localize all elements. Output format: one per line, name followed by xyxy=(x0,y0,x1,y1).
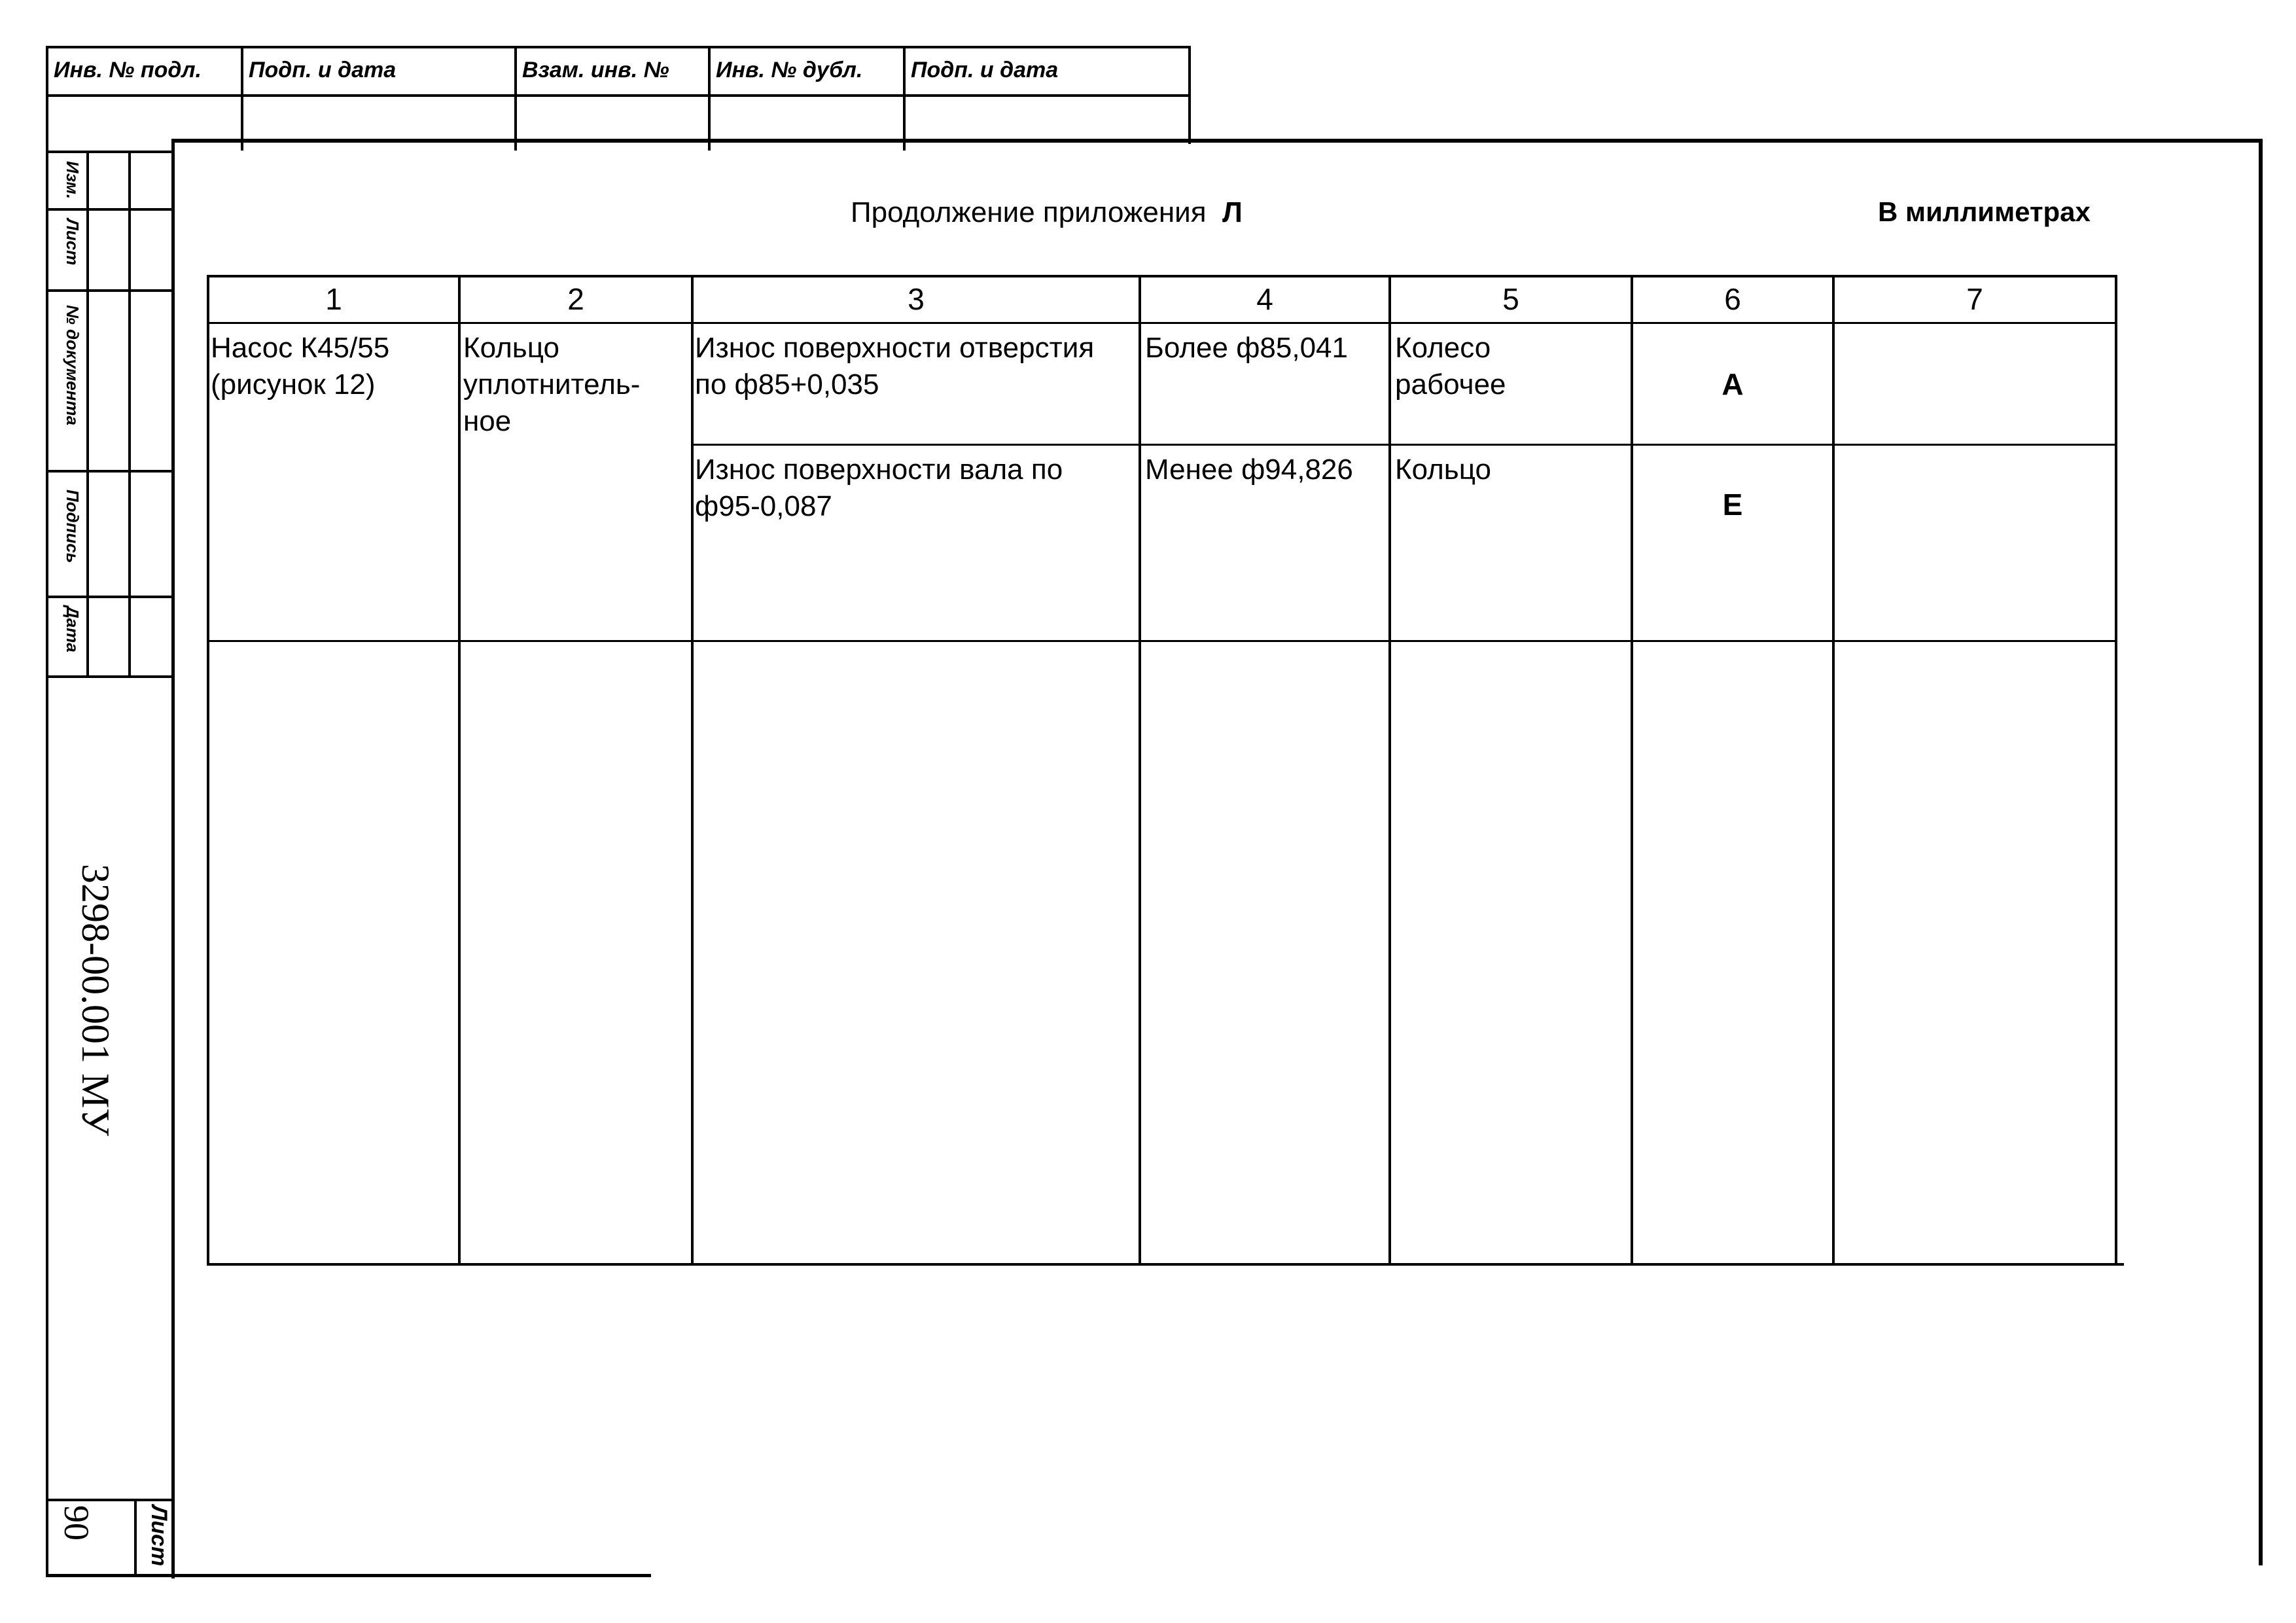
stamp-label-podp-data-2: Подп. и дата xyxy=(911,58,1059,82)
table-row-2-method: Е xyxy=(1722,488,1743,522)
column-number-3: 3 xyxy=(908,282,925,316)
sheet-number: 90 xyxy=(57,1505,96,1541)
stamp-label-podp-data: Подп. и дата xyxy=(249,58,397,82)
side-label-signature: Подпись xyxy=(63,490,82,563)
table-row-1-defect: Износ поверхности отверстия по ф85+0,035 xyxy=(695,332,1095,401)
table-row-2-limit: Менее ф94,826 xyxy=(1145,454,1353,486)
side-label-list: Лист xyxy=(63,219,82,266)
column-number-7: 7 xyxy=(1966,282,1983,316)
table-row-1-method: А xyxy=(1722,367,1744,401)
side-label-doc-number: № документа xyxy=(63,305,82,425)
appendix-title-prefix: Продолжение приложения xyxy=(851,196,1207,228)
table-row-1-mating: Колесо рабочее xyxy=(1395,332,1506,401)
document-code: 3298-00.001 МУ xyxy=(74,864,117,1136)
column-number-1: 1 xyxy=(325,282,342,316)
side-label-date: Дата xyxy=(63,606,82,652)
table-row-2-defect: Износ поверхности вала по ф95-0,087 xyxy=(695,454,1063,522)
units-note: В миллиметрах xyxy=(1878,196,2091,227)
sheet-label: Лист xyxy=(147,1505,171,1567)
appendix-letter: Л xyxy=(1222,196,1243,228)
column-number-4: 4 xyxy=(1256,282,1273,316)
part-name: Кольцо уплотнитель- ное xyxy=(463,332,641,437)
side-label-izm: Изм. xyxy=(63,161,82,200)
column-number-2: 2 xyxy=(567,282,584,316)
stamp-label-inv-dubl: Инв. № дубл. xyxy=(716,58,863,82)
table-row-2-mating: Кольцо xyxy=(1395,454,1491,486)
table-row-1-limit: Более ф85,041 xyxy=(1145,332,1348,364)
appendix-title xyxy=(851,196,1243,229)
stamp-label-vzam-inv: Взам. инв. № xyxy=(522,58,669,82)
column-number-6: 6 xyxy=(1724,282,1741,316)
column-number-5: 5 xyxy=(1502,282,1519,316)
stamp-label-inv-podl: Инв. № подл. xyxy=(54,58,202,82)
product-name: Насос К45/55 (рисунок 12) xyxy=(211,332,390,401)
